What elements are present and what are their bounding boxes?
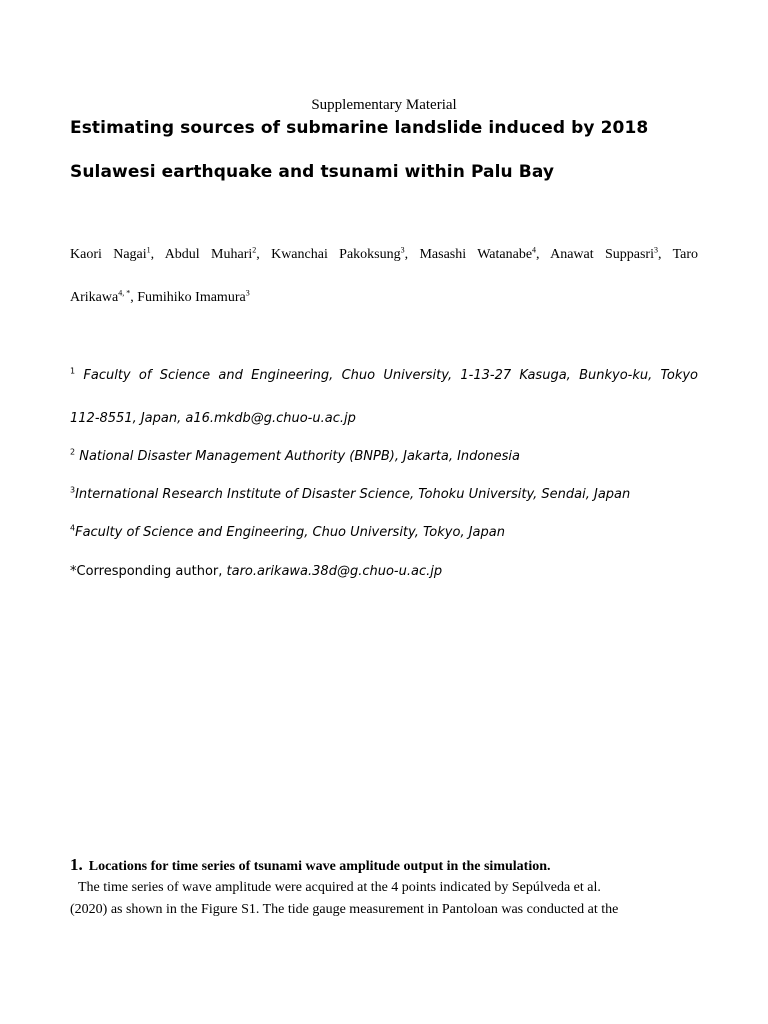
affil-text: National Disaster Management Authority (BNPB), Jakarta, Indonesia — [75, 449, 520, 464]
affiliation-1 — [70, 368, 698, 383]
author-name: Arikawa — [70, 290, 119, 305]
affiliation-1-continued: 112-8551, Japan, a16.mkdb@g.chuo-u.ac.jp — [70, 411, 356, 426]
author-affil-sup: 2 — [252, 245, 257, 255]
author-affil-sup: 3 — [245, 288, 250, 298]
section-number: 1. — [70, 855, 83, 874]
section-1-heading — [70, 855, 698, 875]
affil-sup: 4 — [70, 523, 76, 533]
affil-sup: 3 — [70, 485, 76, 495]
section-title: Locations for time series of tsunami wave amplitude output in the simulation. — [88, 859, 551, 874]
author-affil-sup: 4 — [532, 245, 537, 255]
affil-text: Faculty of Science and Engineering, Chuo University, 1-13-27 Kasuga, Bunkyo-ku, Tokyo — [75, 368, 698, 383]
corresponding-email: taro.arikawa.38d@g.chuo-u.ac.jp — [226, 564, 443, 579]
affiliation-3 — [70, 487, 698, 502]
section-1-body-line-2: (2020) as shown in the Figure S1. The tide gauge measurement in Pantoloan was conducted at the — [70, 902, 619, 917]
author-name: , Fumihiko Imamura — [130, 290, 246, 305]
author-affil-sup: 4, * — [118, 288, 131, 298]
author-name: Kaori Nagai — [70, 247, 147, 262]
author-name: , Anawat Suppasri — [536, 247, 654, 262]
affil-text: Faculty of Science and Engineering, Chuo University, Tokyo, Japan — [75, 525, 505, 540]
author-name: , Abdul Muhari — [150, 247, 253, 262]
author-list-line-2 — [70, 290, 698, 306]
affiliation-2 — [70, 449, 698, 464]
author-affil-sup: 1 — [146, 245, 151, 255]
paper-title-line-1: Estimating sources of submarine landslide induced by 2018 — [70, 118, 649, 138]
author-name: , Kwanchai Pakoksung — [256, 247, 401, 262]
corresponding-author — [70, 564, 698, 579]
affiliation-4 — [70, 525, 698, 540]
author-affil-sup: 3 — [653, 245, 658, 255]
author-name: , Masashi Watanabe — [404, 247, 533, 262]
affil-sup: 2 — [70, 447, 76, 457]
section-1-body-line-1: The time series of wave amplitude were acquired at the 4 points indicated by Sepúlveda et al. — [78, 880, 601, 895]
author-list-line-1 — [70, 247, 698, 263]
corresponding-label: *Corresponding author, — [70, 564, 227, 579]
author-name: , Taro — [657, 247, 699, 262]
paper-title-line-2: Sulawesi earthquake and tsunami within Palu Bay — [70, 162, 555, 182]
author-affil-sup: 3 — [400, 245, 405, 255]
affil-sup: 1 — [70, 366, 76, 376]
affil-text: International Research Institute of Disaster Science, Tohoku University, Sendai, Japan — [75, 487, 631, 502]
supplementary-label: Supplementary Material — [311, 97, 457, 113]
